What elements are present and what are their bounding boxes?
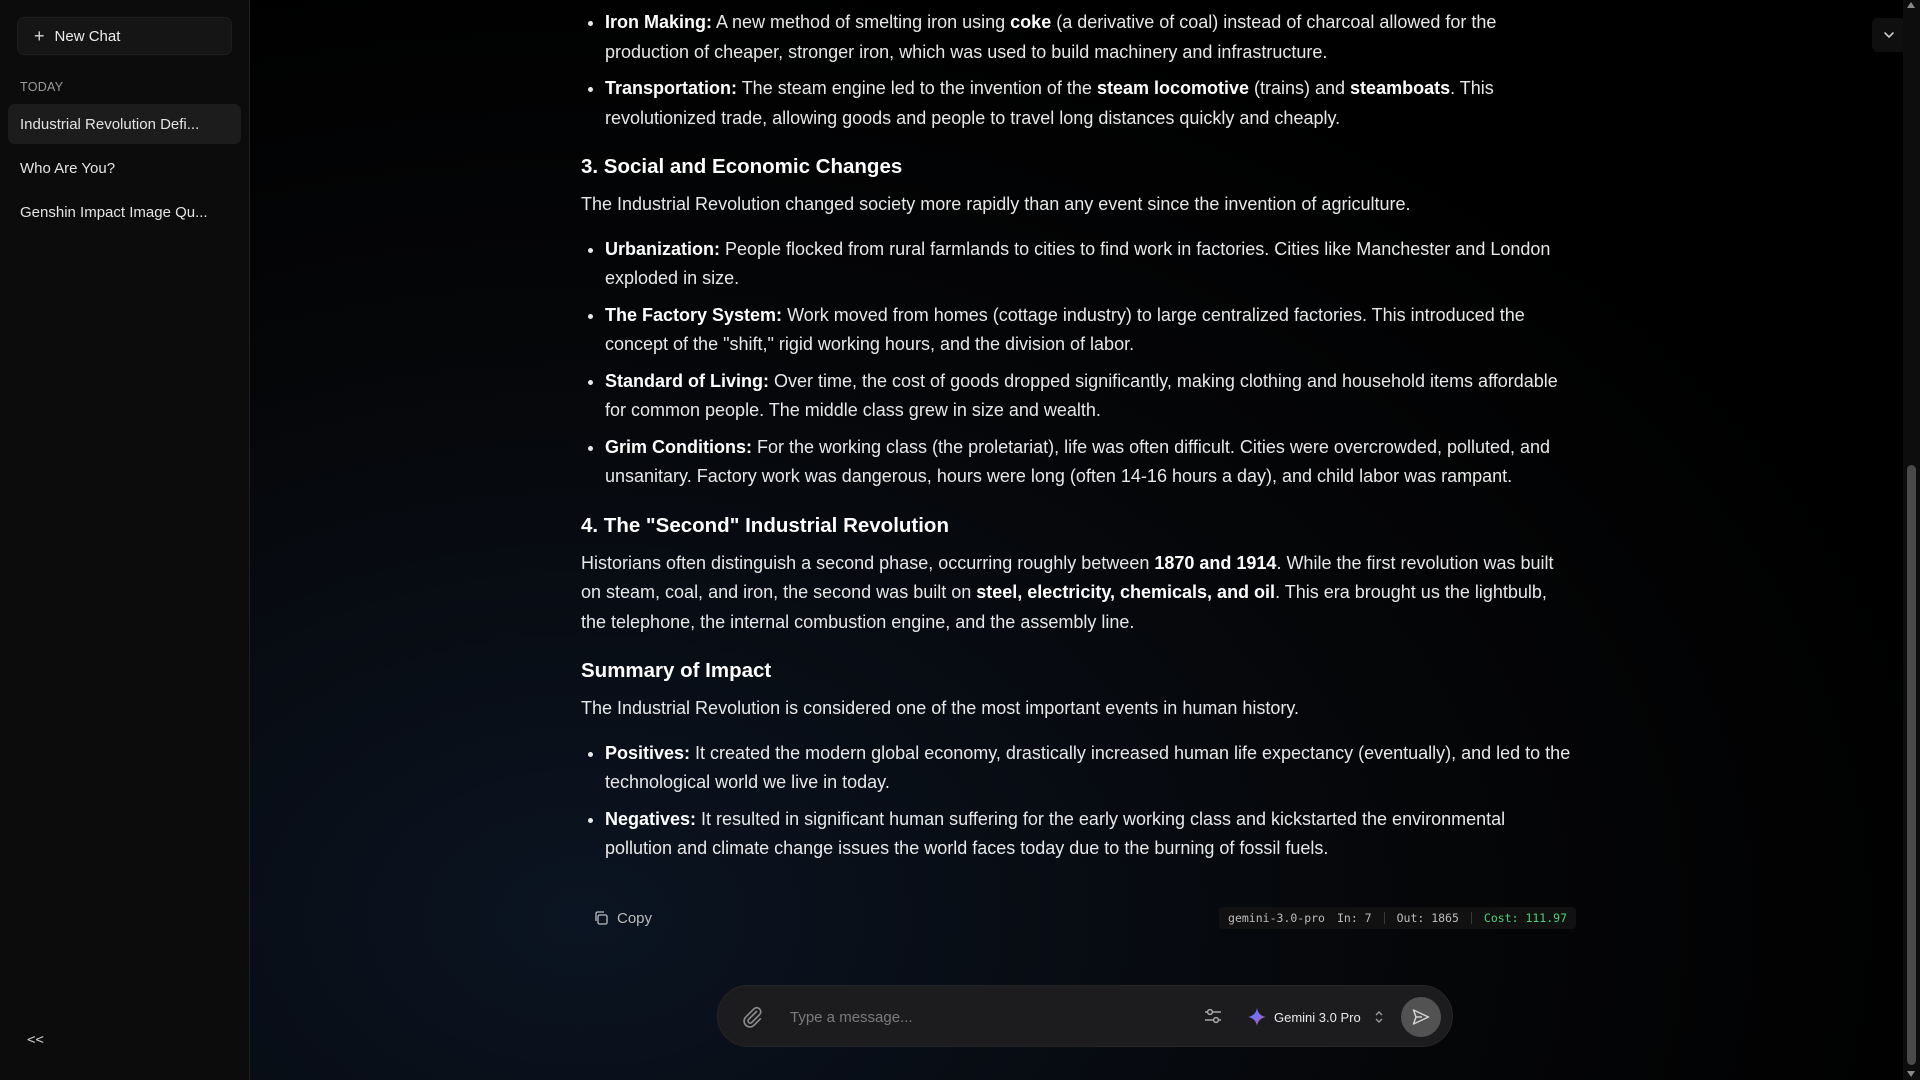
message-input[interactable]: [788, 1000, 1188, 1034]
list-item: • Negatives: It resulted in significant human suffering for the early working class and kickstarted the environmental pollution and climate change issues the world faces today due to the burning of fossil fuels.: [605, 805, 1576, 864]
heading-second-revolution: 4. The "Second" Industrial Revolution: [581, 513, 949, 537]
updown-chevron-icon: [1373, 1009, 1385, 1025]
list-item: • The Factory System: Work moved from homes (cottage industry) to large centralized factories. This introduced the concept of the "shift," rigid working hours, and the division of labor.: [605, 301, 1576, 360]
model-name: Gemini 3.0 Pro: [1274, 1009, 1361, 1025]
section-label-today: TODAY: [20, 80, 64, 94]
scrollbar[interactable]: [1903, 0, 1920, 1080]
chat-item-who-are-you[interactable]: Who Are You?: [20, 159, 116, 177]
send-icon: [1411, 1007, 1431, 1027]
tokens-out: Out: 1865: [1396, 911, 1459, 925]
message-composer: [717, 985, 1453, 1047]
sliders-icon[interactable]: [1202, 1005, 1224, 1027]
sidebar: [0, 0, 250, 1080]
scrollbar-thumb[interactable]: [1907, 465, 1916, 1065]
scroll-to-bottom-button[interactable]: [1872, 18, 1906, 52]
chat-list: [8, 104, 241, 236]
new-chat-button[interactable]: [17, 17, 232, 55]
list-item: • Positives: It created the modern global economy, drastically increased human life expectancy (eventually), and led to the technological world we live in today.: [605, 739, 1576, 798]
new-chat-label: New Chat: [54, 27, 121, 45]
gemini-sparkle-icon: [1248, 1008, 1266, 1026]
bullet-list-summary: [581, 739, 1576, 864]
send-button[interactable]: [1401, 997, 1441, 1037]
chat-item-industrial-revolution[interactable]: Industrial Revolution Defi...: [8, 104, 241, 144]
bullet-list-social: [581, 235, 1576, 492]
list-item: • Grim Conditions: For the working class (the proletariat), life was often difficult. Cities were overcrowded, polluted, and unsanitary. Factory work was dangerous, hours were long (often 14-16 hours a day), and child labor was rampant.: [605, 433, 1576, 492]
chat-item-genshin-impact[interactable]: Genshin Impact Image Qu...: [20, 203, 208, 221]
tokens-in: In: 7: [1336, 911, 1372, 925]
collapse-sidebar-button[interactable]: <<: [27, 1032, 44, 1048]
heading-social-economic: 3. Social and Economic Changes: [581, 155, 903, 178]
scroll-up-arrow[interactable]: [1907, 2, 1915, 8]
heading-summary: Summary of Impact: [581, 659, 772, 682]
copy-label: Copy: [617, 909, 653, 927]
usage-stats: [1219, 907, 1576, 929]
main-panel: [250, 0, 1920, 1080]
list-item: • Transportation: The steam engine led to the invention of the steam locomotive (trains) and steamboats. This revolutionized trade, allowing goods and people to travel long distances quickly and cheaply.: [605, 74, 1576, 133]
plus-icon: +: [34, 26, 45, 46]
copy-button[interactable]: [593, 905, 652, 931]
paragraph-summary: The Industrial Revolution is considered one of the most important events in human history.: [581, 698, 1300, 718]
list-item: • Iron Making: A new method of smelting iron using coke (a derivative of coal) instead of charcoal allowed for the production of cheaper, stronger iron, which was used to build machinery and infrastructure.: [605, 8, 1576, 67]
list-item: • Standard of Living: Over time, the cost of goods dropped significantly, making clothing and household items affordable for common people. The middle class grew in size and wealth.: [605, 367, 1576, 426]
model-id: gemini-3.0-pro: [1228, 911, 1325, 925]
model-selector[interactable]: [1248, 1002, 1385, 1032]
cost-value: Cost: 111.97: [1483, 911, 1567, 925]
paragraph-social: The Industrial Revolution changed society more rapidly than any event since the invention of agriculture.: [581, 194, 1411, 214]
list-item: • Urbanization: People flocked from rural farmlands to cities to find work in factories. Cities like Manchester and London exploded in size.: [605, 235, 1576, 294]
bullet-list-tech: [581, 8, 1576, 133]
paperclip-icon[interactable]: [740, 1005, 764, 1029]
assistant-message: [581, 0, 1576, 871]
paragraph-second: Historians often distinguish a second phase, occurring roughly between 1870 and 1914. While the first revolution was built on steam, coal, and iron, the second was built on steel, electricity, chemicals, and oil. This era brought us the lightbulb, the telephone, the internal combustion engine, and the assembly line.: [581, 552, 1554, 632]
scroll-down-arrow[interactable]: [1907, 1071, 1915, 1077]
chevron-down-icon: [1883, 29, 1895, 41]
message-footer: [581, 905, 1576, 931]
copy-icon: [593, 910, 609, 926]
